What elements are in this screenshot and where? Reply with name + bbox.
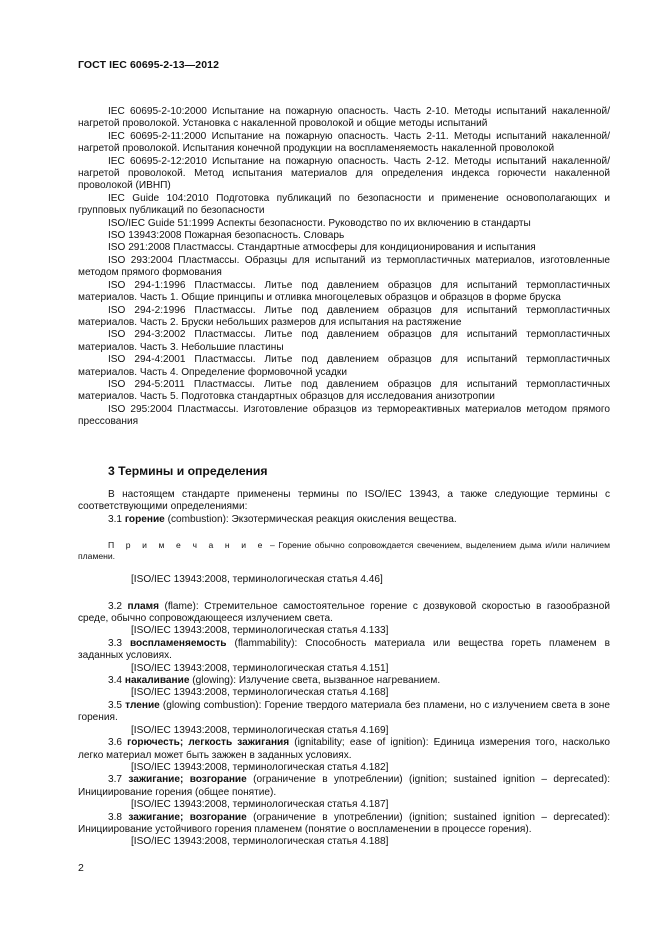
note (78, 540, 610, 562)
term-source: [ISO/IEC 13943:2008, терминологическая статья 4.182] (131, 761, 389, 773)
term-name: горючесть; легкость зажигания (127, 737, 290, 749)
term-entry (78, 514, 610, 526)
terms-section (78, 489, 610, 849)
term-definition: (ограничение в употреблении) (ignition; sustained ignition – deprecated): Инициирование устойчивого горения пламенем (понятие о воспламенении в процессе горения). (78, 811, 610, 835)
reference-item: ISO 13943:2008 Пожарная безопасность. Словарь (108, 230, 345, 242)
term-number: 3.6 (108, 737, 128, 749)
reference-item: IEC 60695-2-12:2010 Испытание на пожарную опасность. Часть 2-12. Методы испытаний накаленной/нагретой проволокой. Метод испытания материалов для определения индекса горючести накаленной проволокой (ИВНП) (78, 155, 610, 192)
term-source: [ISO/IEC 13943:2008, терминологическая статья 4.151] (131, 662, 389, 674)
term-name: тление (125, 699, 160, 711)
reference-item: ISO 294-4:2001 Пластмассы. Литье под давлением образцов для испытаний термопластичных материалов. Часть 4. Определение формовочной усадки (78, 354, 610, 378)
term-source: [ISO/IEC 13943:2008, терминологическая статья 4.169] (131, 724, 389, 736)
section-title: 3 Термины и определения (108, 464, 268, 478)
term-entry (78, 737, 610, 762)
term-entry (78, 638, 610, 663)
reference-item: ISO 294-1:1996 Пластмассы. Литье под давлением образцов для испытаний термопластичных материалов. Часть 1. Общие принципы и отливка многоцелевых образцов и образцов в форме бруска (78, 279, 610, 304)
term-number: 3.2 (108, 600, 128, 612)
term-name: зажигание; возгорание (128, 774, 247, 786)
reference-item: ISO 295:2004 Пластмассы. Изготовление образцов из термореактивных материалов методом прямого прессования (78, 403, 610, 428)
note-text: – Горение обычно сопровождается свечением, выделением дыма и/или наличием пламени. (78, 540, 610, 562)
term-entry (78, 601, 610, 626)
document-header: ГОСТ IEC 60695-2-13—2012 (78, 59, 220, 71)
term-definition: (flame): Стремительное самостоятельное горение с дозвуковой скоростью в газообразной среде, обычно сопровождающееся излучением света. (78, 600, 610, 625)
reference-item: ISO 293:2004 Пластмассы. Образцы для испытаний из термопластичных материалов, изготовленные методом прямого формования (78, 254, 610, 279)
section-intro: В настоящем стандарте применены термины по ISO/IEC 13943, а также следующие термины с соответствующими определениями: (78, 489, 610, 513)
term-number: 3.4 (108, 675, 125, 687)
reference-item: IEC 60695-2-11:2000 Испытание на пожарную опасность. Часть 2-11. Методы испытаний накаленной/нагретой проволокой. Испытания конечной продукции на воспламеняемость накаленной проволокой (78, 130, 610, 155)
reference-item: ISO 294-5:2011 Пластмассы. Литье под давлением образцов для испытаний термопластичных материалов. Часть 5. Подготовка стандартных образцов для исследования анизотропии (78, 378, 610, 403)
term-definition: (flammability): Способность материала или вещества гореть пламенем в заданных условиях. (78, 637, 610, 662)
term-entry (78, 812, 610, 837)
reference-item: ISO 294-3:2002 Пластмассы. Литье под давлением образцов для испытаний термопластичных материалов. Часть 3. Небольшие пластины (78, 329, 610, 353)
term-entry (78, 774, 610, 799)
reference-item: ISO 294-2:1996 Пластмассы. Литье под давлением образцов для испытаний термопластичных материалов. Часть 2. Бруски небольших размеров для испытания на растяжение (78, 304, 610, 328)
term-source: [ISO/IEC 13943:2008, терминологическая статья 4.188] (131, 836, 389, 848)
term-definition: (glowing): Излучение света, вызванное нагреванием. (189, 675, 441, 687)
term-name: зажигание; возгорание (128, 811, 247, 823)
normative-references (78, 106, 610, 429)
page-number: 2 (78, 862, 84, 874)
term-number: 3.7 (108, 774, 129, 786)
term-definition: (ограничение в употреблении) (ignition; sustained ignition – deprecated): Инициирование горения (общее понятие). (78, 774, 610, 798)
term-source: [ISO/IEC 13943:2008, терминологическая статья 4.133] (131, 625, 389, 637)
term-definition: (glowing combustion): Горение твердого материала без пламени, но с излучением света в зоне горения. (78, 699, 610, 724)
term-number: 3.1 (108, 513, 125, 525)
term-definition: (ignitability; ease of ignition): Единица измерения того, насколько легко материал может быть зажжен в заданных условиях. (78, 737, 610, 761)
term-name: пламя (127, 600, 160, 612)
term-entry (78, 700, 610, 725)
reference-item: IEC Guide 104:2010 Подготовка публикаций по безопасности и применение основополагающих и групповых публикаций по безопасности (78, 192, 610, 217)
reference-item: ISO 291:2008 Пластмассы. Стандартные атмосферы для кондиционирования и испытания (108, 242, 536, 254)
term-name: накаливание (124, 675, 190, 687)
reference-item: ISO/IEC Guide 51:1999 Аспекты безопасности. Руководство по их включению в стандарты (108, 217, 531, 229)
reference-item: IEC 60695-2-10:2000 Испытание на пожарную опасность. Часть 2-10. Методы испытаний накаленной/нагретой проволокой. Установка с накаленной проволокой и общие методы испытаний (78, 106, 610, 130)
term-number: 3.3 (108, 637, 130, 649)
term-name: воспламеняемость (129, 637, 227, 649)
term-source: [ISO/IEC 13943:2008, терминологическая статья 4.46] (131, 574, 383, 586)
term-number: 3.8 (108, 811, 129, 823)
term-source: [ISO/IEC 13943:2008, терминологическая статья 4.187] (131, 799, 389, 811)
term-number: 3.5 (108, 699, 126, 711)
note-label: П р и м е ч а н и е (108, 540, 267, 551)
term-name: горение (124, 513, 165, 525)
term-source: [ISO/IEC 13943:2008, терминологическая статья 4.168] (131, 687, 389, 699)
term-entry (78, 675, 610, 687)
term-definition: (combustion): Экзотермическая реакция окисления вещества. (164, 513, 457, 525)
